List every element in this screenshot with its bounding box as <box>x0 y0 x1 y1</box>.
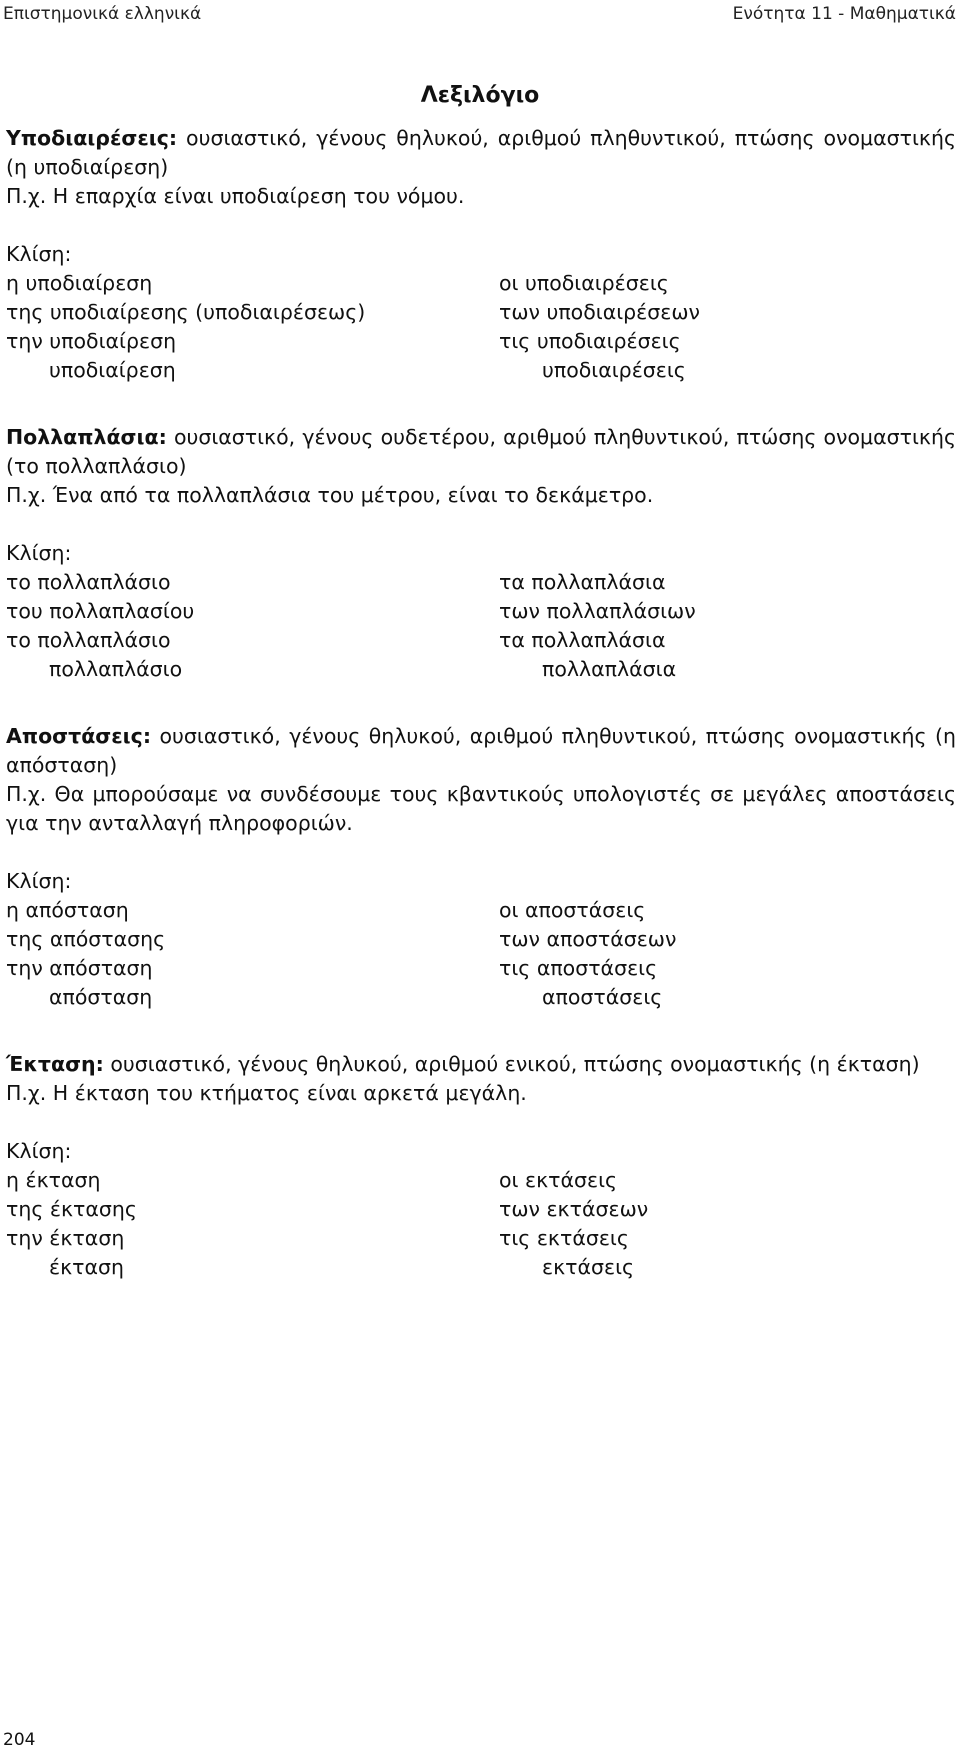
vocative-singular: πολλαπλάσιο <box>49 657 183 681</box>
vocative-singular: έκταση <box>49 1255 125 1279</box>
nominative-plural: τα πολλαπλάσια <box>499 570 666 594</box>
entry-definition <box>6 124 956 182</box>
vocative-plural: εκτάσεις <box>542 1255 635 1279</box>
plural-column <box>499 269 700 385</box>
vocative-plural: υποδιαιρέσεις <box>542 358 686 382</box>
nominative-plural: οι αποστάσεις <box>499 898 646 922</box>
running-header-left: Επιστημονικά ελληνικά <box>3 4 202 24</box>
genitive-singular: του πολλαπλασίου <box>6 599 195 623</box>
vocab-entry-apostaseis <box>6 722 956 1012</box>
entry-term: Αποστάσεις: <box>6 724 152 748</box>
vocab-entry-ypodiaireseis <box>6 124 956 385</box>
declension-table <box>6 568 956 684</box>
accusative-plural: τις υποδιαιρέσεις <box>499 329 681 353</box>
vocab-entry-ektasi <box>6 1050 956 1282</box>
accusative-singular: την έκταση <box>6 1226 125 1250</box>
declension-label: Κλίση: <box>6 869 72 893</box>
genitive-singular: της υποδιαίρεσης (υποδιαιρέσεως) <box>6 300 366 324</box>
singular-column <box>6 568 194 684</box>
entry-definition <box>6 423 956 481</box>
singular-column <box>6 1166 137 1282</box>
accusative-singular: το πολλαπλάσιο <box>6 628 171 652</box>
genitive-singular: της απόστασης <box>6 927 166 951</box>
accusative-plural: τις εκτάσεις <box>499 1226 629 1250</box>
genitive-plural: των εκτάσεων <box>499 1197 649 1221</box>
entry-definition-text: ουσιαστικό, γένους θηλυκού, αριθμού ενικού, πτώσης ονομαστικής (η έκταση) <box>110 1052 920 1076</box>
entry-example: Π.χ. Η επαρχία είναι υποδιαίρεση του νόμου. <box>6 184 465 208</box>
entry-example: Π.χ. Η έκταση του κτήματος είναι αρκετά μεγάλη. <box>6 1081 527 1105</box>
declension-label: Κλίση: <box>6 1139 72 1163</box>
genitive-plural: των πολλαπλάσιων <box>499 599 696 623</box>
entry-definition <box>6 1050 956 1079</box>
nominative-singular: το πολλαπλάσιο <box>6 570 171 594</box>
entry-definition-text: ουσιαστικό, γένους θηλυκού, αριθμού πληθυντικού, πτώσης ονομαστικής (η υποδιαίρεση) <box>6 126 956 179</box>
page-title: Λεξιλόγιο <box>420 83 540 108</box>
vocative-singular: απόσταση <box>49 985 153 1009</box>
vocative-singular: υποδιαίρεση <box>49 358 176 382</box>
entry-term: Υποδιαιρέσεις: <box>6 126 178 150</box>
genitive-plural: των υποδιαιρέσεων <box>499 300 700 324</box>
singular-column <box>6 269 365 385</box>
nominative-plural: οι εκτάσεις <box>499 1168 618 1192</box>
accusative-plural: τα πολλαπλάσια <box>499 628 666 652</box>
genitive-plural: των αποστάσεων <box>499 927 677 951</box>
plural-column <box>499 568 696 684</box>
vocative-plural: αποστάσεις <box>542 985 663 1009</box>
accusative-plural: τις αποστάσεις <box>499 956 658 980</box>
declension-table <box>6 269 956 385</box>
genitive-singular: της έκτασης <box>6 1197 137 1221</box>
singular-column <box>6 896 165 1012</box>
entry-term: Πολλαπλάσια: <box>6 425 167 449</box>
accusative-singular: την απόσταση <box>6 956 153 980</box>
entry-definition <box>6 722 956 780</box>
plural-column <box>499 1166 648 1282</box>
declension-label: Κλίση: <box>6 242 72 266</box>
declension-table <box>6 896 956 1012</box>
nominative-singular: η απόσταση <box>6 898 129 922</box>
entry-example: Π.χ. Ένα από τα πολλαπλάσια του μέτρου, είναι το δεκάμετρο. <box>6 483 654 507</box>
vocab-entry-pollaplasia <box>6 423 956 684</box>
entry-definition-text: ουσιαστικό, γένους ουδετέρου, αριθμού πληθυντικού, πτώσης ονομαστικής (το πολλαπλάσιο) <box>6 425 956 478</box>
entry-definition-text: ουσιαστικό, γένους θηλυκού, αριθμού πληθυντικού, πτώσης ονομαστικής (η απόσταση) <box>6 724 956 777</box>
nominative-singular: η υποδιαίρεση <box>6 271 153 295</box>
vocative-plural: πολλαπλάσια <box>542 657 677 681</box>
accusative-singular: την υποδιαίρεση <box>6 329 177 353</box>
page-number: 204 <box>3 1730 36 1750</box>
nominative-singular: η έκταση <box>6 1168 101 1192</box>
running-header-right: Ενότητα 11 - Μαθηματικά <box>732 4 956 24</box>
entry-term: Έκταση: <box>6 1052 104 1076</box>
declension-table <box>6 1166 956 1282</box>
entry-example: Π.χ. Θα μπορούσαμε να συνδέσουμε τους κβαντικούς υπολογιστές σε μεγάλες αποστάσεις για την ανταλλαγή πληροφοριών. <box>6 782 956 835</box>
declension-label: Κλίση: <box>6 541 72 565</box>
nominative-plural: οι υποδιαιρέσεις <box>499 271 669 295</box>
plural-column <box>499 896 676 1012</box>
